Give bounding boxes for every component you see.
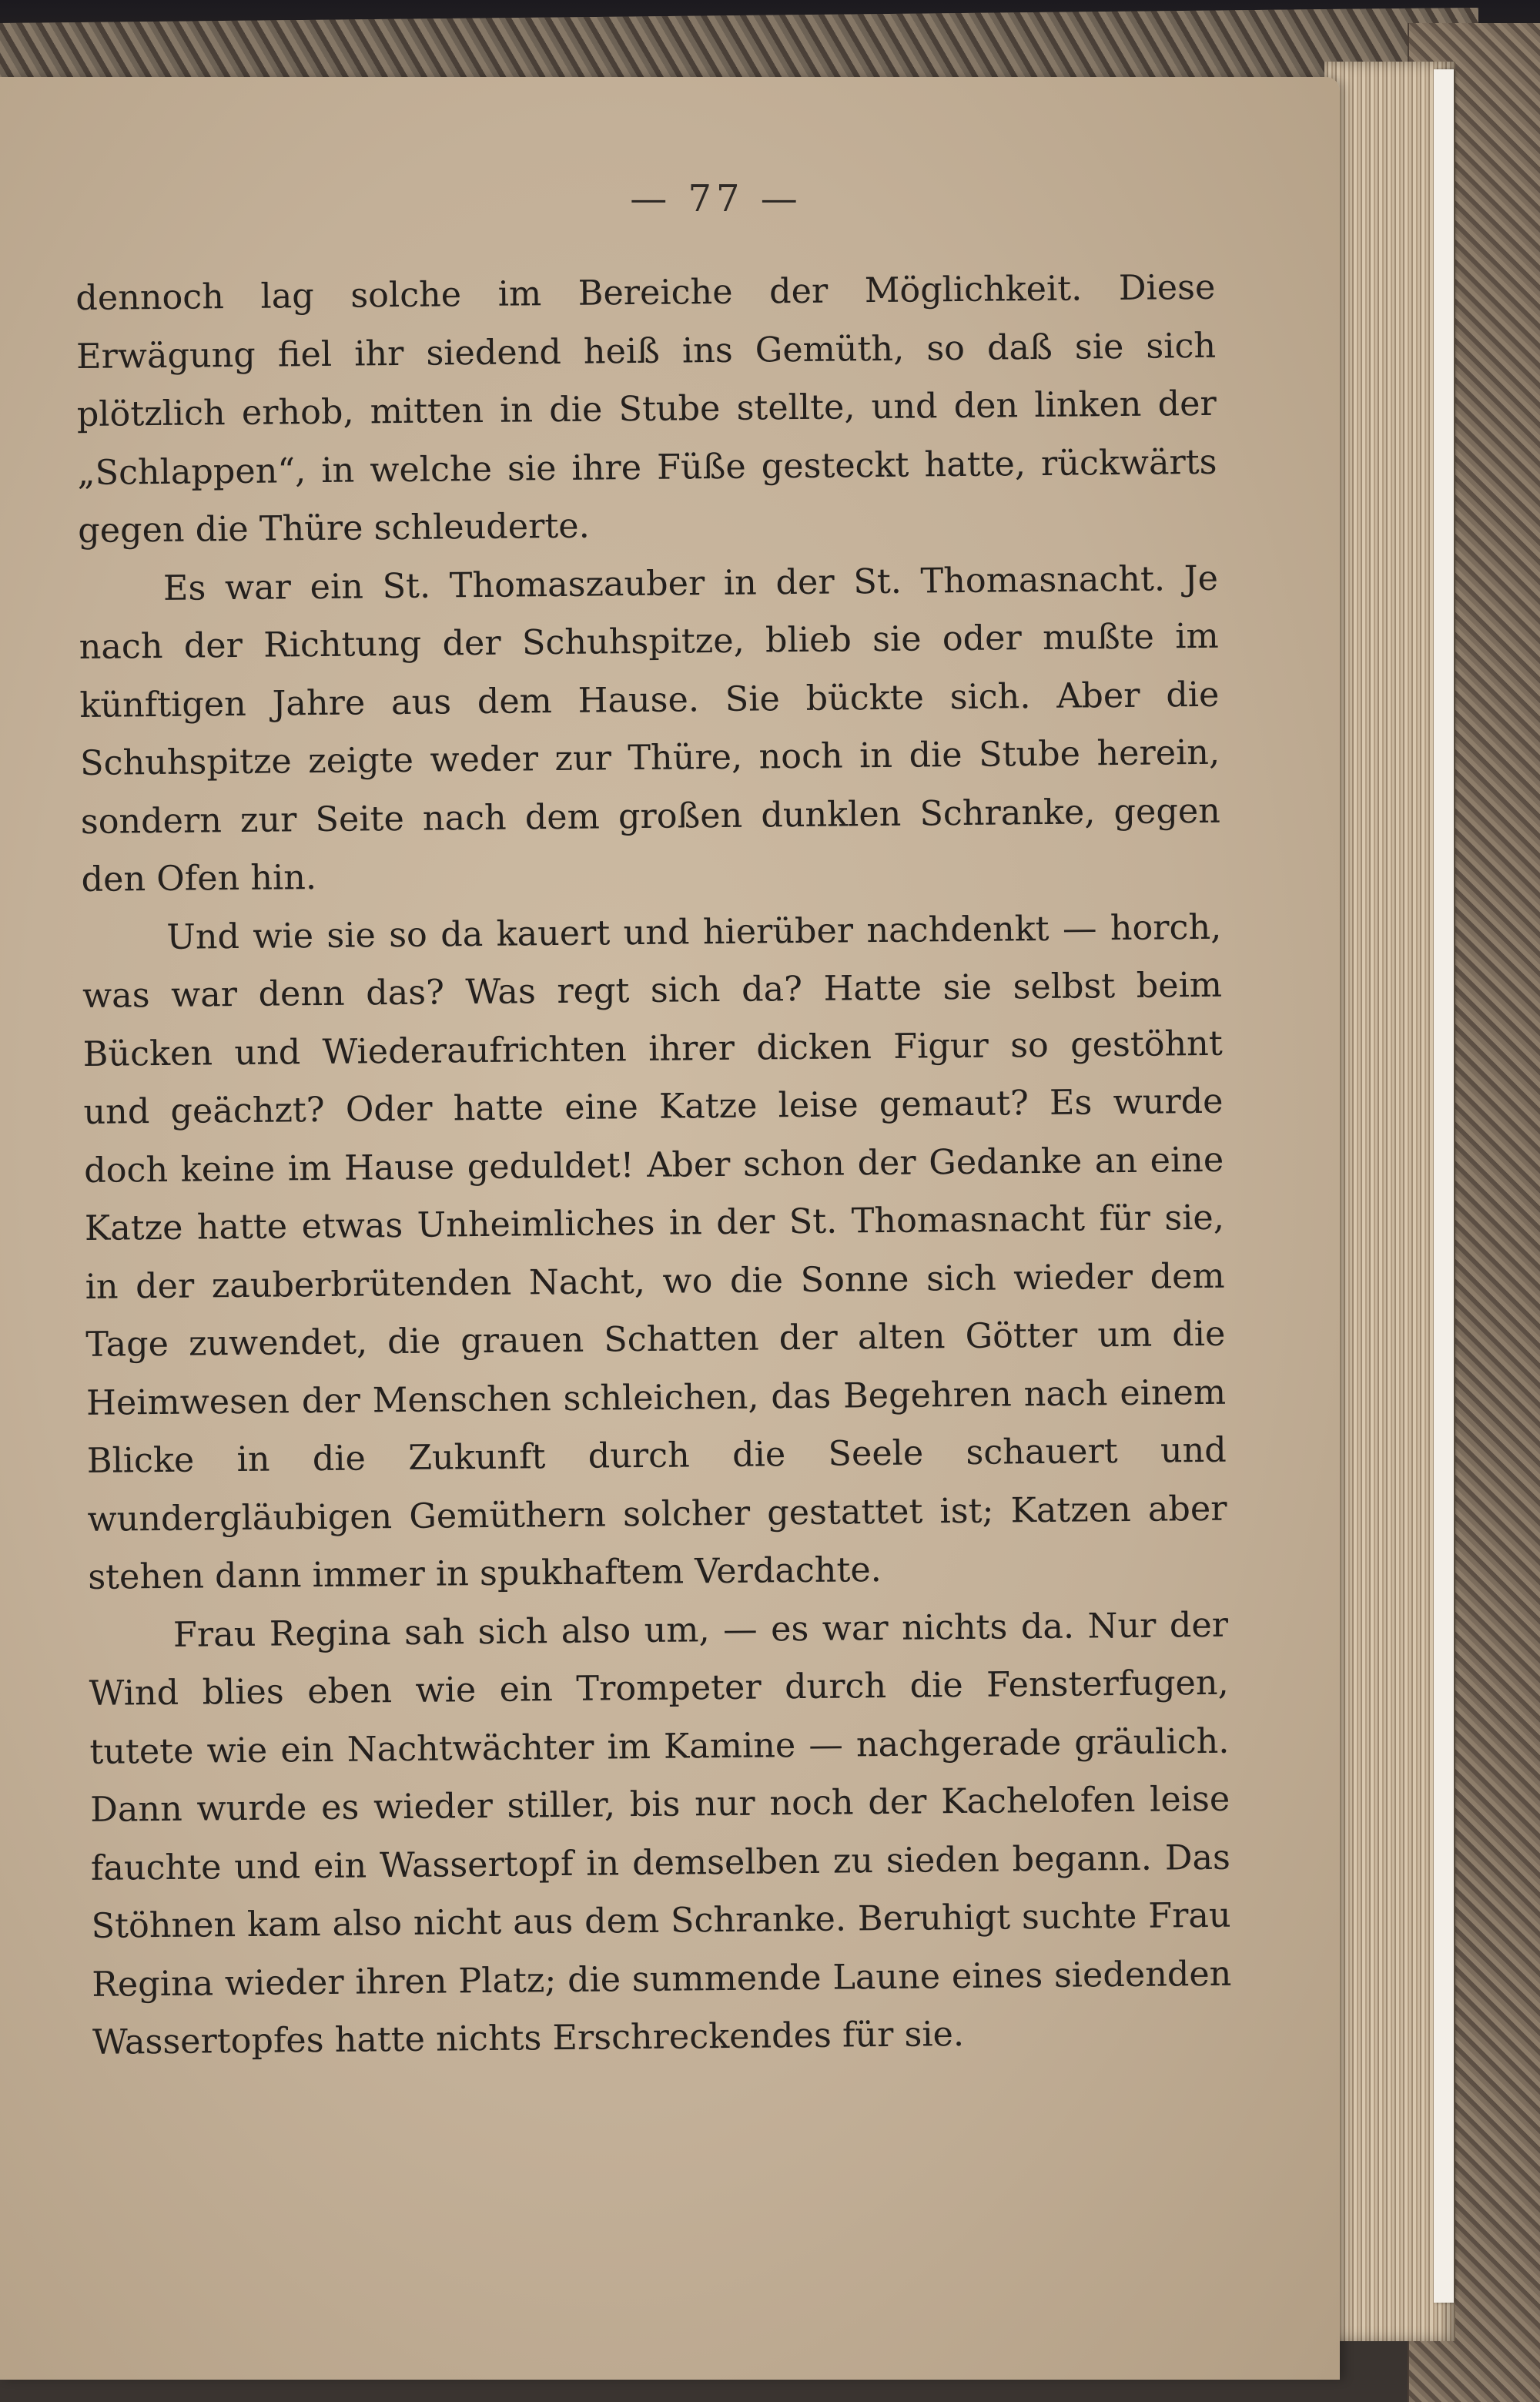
page-edge-strip bbox=[1434, 69, 1454, 2303]
paragraph-1: dennoch lag solche im Bereiche der Möglichkeit. Diese Erwägung fiel ihr siedend heiß ins Gemüth, so daß sie sich plötzlich erhob, mitten in die Stube stellte, und den linken der „Schlappen“, in welche sie ihre Füße gesteckt hatte, rückwärts gegen die Thüre schleuderte. bbox=[75, 267, 1217, 551]
paragraph-4: Frau Regina sah sich also um, — es war nichts da. Nur der Wind blies eben wie ein Trompeter durch die Fensterfugen, tutete wie ein Nachtwächter im Kamine — nachgerade gräulich. Dann wurde es wieder stiller, bis nur noch der Kachelofen leise fauchte und ein Wassertopf in demselben zu sieden begann. Das Stöhnen kam also nicht aus dem Schranke. Beruhigt suchte Frau Regina wieder ihren Platz; die summende Laune eines siedenden Wassertopfes hatte nichts Erschreckendes für sie. bbox=[89, 1605, 1232, 2062]
paragraph-2: Es war ein St. Thomaszauber in der St. Thomasnacht. Je nach der Richtung der Schuhspitze, blieb sie oder mußte im künftigen Jahre aus dem Hause. Sie bückte sich. Aber die Schuhspitze zeigte weder zur Thüre, noch in die Stube herein, sondern zur Seite nach dem großen dunklen Schranke, gegen den Ofen hin. bbox=[79, 558, 1221, 899]
page-number: — 77 — bbox=[630, 177, 802, 220]
paragraph-3: Und wie sie so da kauert und hierüber nachdenkt — horch, was war denn das? Was regt sich da? Hatte sie selbst beim Bücken und Wiederaufrichten ihrer dicken Figur so gestöhnt und geächzt? Oder hatte eine Katze leise gemaut? Es wurde doch keine im Hause geduldet! Aber schon der Gedanke an eine Katze hatte etwas Unheimliches in der St. Thomasnacht für sie, in der zauberbrütenden Nacht, wo die Sonne sich wieder dem Tage zuwendet, die grauen Schatten der alten Götter um die Heimwesen der Menschen schleichen, das Begehren nach einem Blicke in die Zukunft durch die Seele schauert und wundergläubigen Gemüthern solcher gestattet ist; Katzen aber stehen dann immer in spukhaftem Verdachte. bbox=[82, 907, 1227, 1597]
page-text bbox=[75, 259, 1232, 2072]
